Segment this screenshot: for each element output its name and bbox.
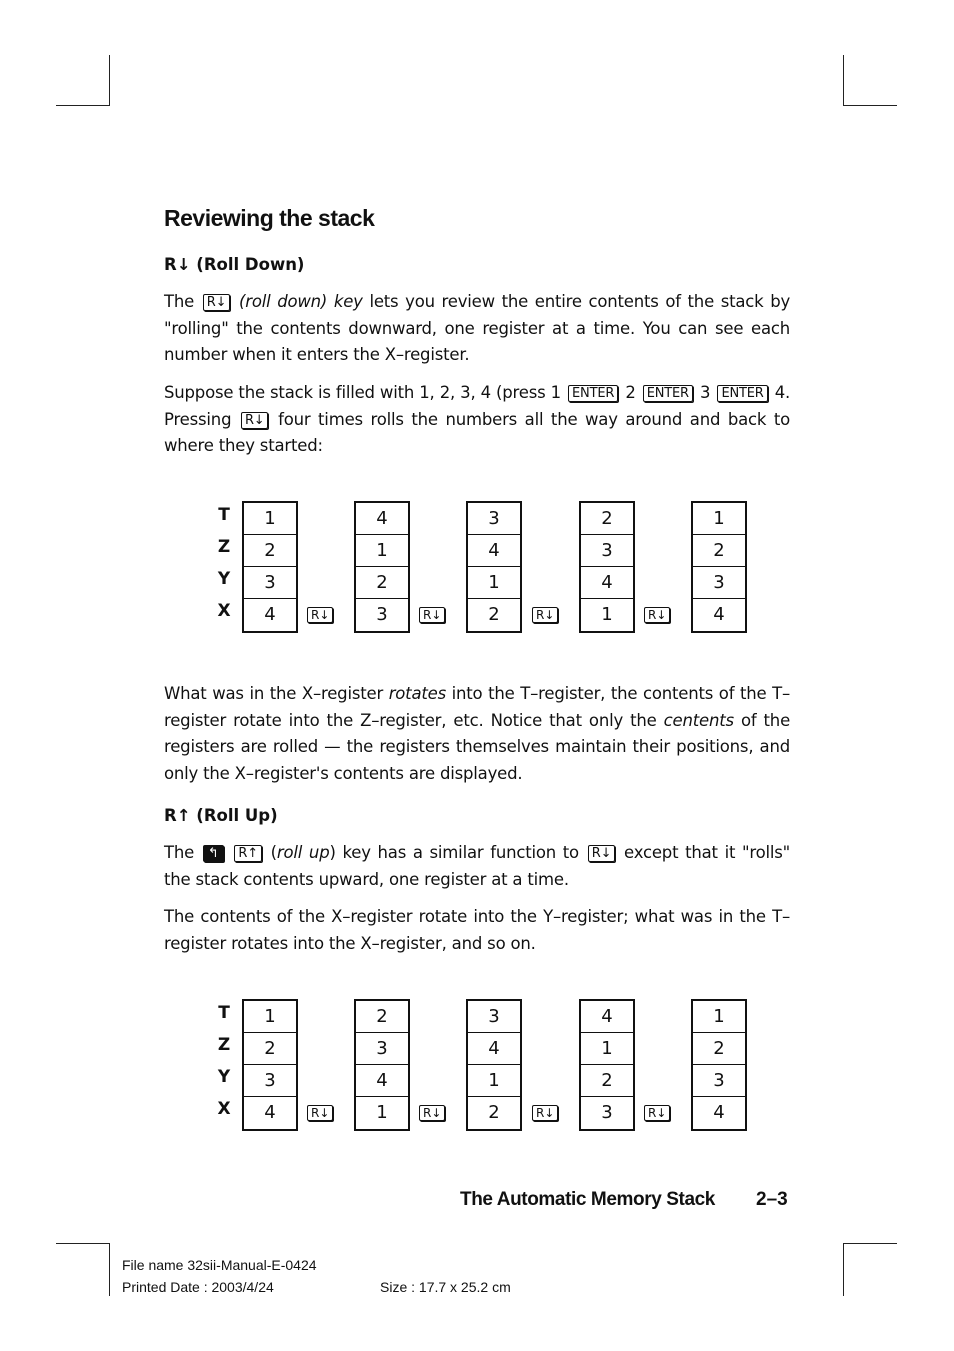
- register-cell: 3: [693, 567, 745, 599]
- roll-down-key-icon: R↓: [419, 607, 445, 623]
- register-cell: 1: [693, 1001, 745, 1033]
- roll-down-key-icon: R↓: [419, 1105, 445, 1121]
- roll-up-heading: R↑ (Roll Up): [164, 806, 278, 825]
- crop-mark: [843, 105, 897, 106]
- roll-down-key-icon: R↓: [588, 845, 616, 862]
- register-cell: 2: [356, 567, 408, 599]
- register-cell: 3: [356, 1033, 408, 1065]
- footer-chapter-title: The Automatic Memory Stack: [460, 1189, 715, 1210]
- roll-up-key-icon: R↑: [234, 845, 262, 862]
- text: ) key has a similar function to: [329, 843, 579, 862]
- register-cell: 3: [581, 535, 633, 567]
- register-cell: 2: [244, 535, 296, 567]
- register-label-t: T: [218, 505, 230, 525]
- stack-column: [242, 999, 298, 1131]
- stack-column: [354, 999, 410, 1131]
- register-cell: 4: [264, 1102, 276, 1123]
- footer-page-number: 2–3: [756, 1189, 788, 1210]
- crop-mark: [56, 105, 110, 106]
- roll-down-key-icon: R↓: [532, 607, 558, 623]
- register-label-y: Y: [217, 569, 231, 589]
- register-cell: 4: [713, 604, 725, 625]
- register-cell: 3: [244, 567, 296, 599]
- register-cell: 1: [601, 604, 613, 625]
- roll-up-paragraph-1: [164, 840, 790, 893]
- register-cell: 2: [488, 604, 500, 625]
- roll-down-key-icon: R↓: [644, 1105, 670, 1121]
- register-label-x: X: [217, 1099, 231, 1119]
- register-cell: 4: [581, 567, 633, 599]
- register-label-t: T: [218, 1003, 230, 1023]
- text: lets you review the entire contents of the stack by "rolling" the contents downward, one register at a time. You can see each number when it enters the X–register.: [164, 292, 791, 364]
- stack-column: [579, 501, 635, 633]
- text: 3: [700, 383, 711, 402]
- register-cell: 4: [713, 1102, 725, 1123]
- register-cell: 4: [356, 503, 408, 535]
- text: 2: [625, 383, 636, 402]
- crop-mark: [109, 1243, 110, 1296]
- register-cell: 3: [468, 1001, 520, 1033]
- stack-column: [354, 501, 410, 633]
- roll-down-key-icon: R↓: [532, 1105, 558, 1121]
- roll-down-stack-figure: [0, 501, 954, 633]
- shift-key-icon: ↰: [203, 845, 224, 862]
- stack-column: [691, 501, 747, 633]
- crop-mark: [843, 1243, 844, 1296]
- stack-column: [466, 999, 522, 1131]
- register-cell: 1: [376, 1102, 388, 1123]
- register-cell: 4: [581, 1001, 633, 1033]
- register-cell: 4: [356, 1065, 408, 1097]
- enter-key-icon: ENTER: [568, 385, 618, 402]
- register-cell: 1: [468, 567, 520, 599]
- roll-down-key-icon: R↓: [203, 294, 231, 311]
- roll-up-stack-figure: [0, 999, 954, 1131]
- register-label-z: Z: [217, 1035, 231, 1055]
- crop-mark: [56, 1243, 110, 1244]
- text: (: [270, 843, 277, 862]
- page-size: Size : 17.7 x 25.2 cm: [380, 1279, 511, 1295]
- text: except that it "rolls" the stack contents upward, one register at a time.: [164, 843, 791, 889]
- register-cell: 3: [693, 1065, 745, 1097]
- text: into the T–register, the contents of the T–register rotate into the Z–register, etc. Notice that only the: [164, 684, 791, 730]
- stack-column: [242, 501, 298, 633]
- register-cell: 1: [581, 1033, 633, 1065]
- roll-up-paragraph-2: The contents of the X–register rotate into the Y–register; what was in the T–register rotates into the X–register, and so on.: [164, 907, 790, 953]
- register-cell: 4: [468, 535, 520, 567]
- register-cell: 1: [468, 1065, 520, 1097]
- register-label-x: X: [217, 601, 231, 621]
- stack-column: [579, 999, 635, 1131]
- roll-down-key-icon: R↓: [307, 607, 333, 623]
- text: The: [164, 843, 195, 862]
- text-italic: roll up: [276, 843, 330, 862]
- register-cell: 2: [693, 1033, 745, 1065]
- text: of the registers are rolled — the registers themselves maintain their positions, and only the X–register's contents are displayed.: [164, 710, 791, 783]
- text: 4. Pressing: [164, 383, 791, 429]
- register-cell: 2: [488, 1102, 500, 1123]
- register-label-z: Z: [217, 537, 231, 557]
- section-title: Reviewing the stack: [164, 205, 375, 231]
- register-cell: 2: [244, 1033, 296, 1065]
- register-cell: 3: [244, 1065, 296, 1097]
- register-cell: 2: [356, 1001, 408, 1033]
- register-label-y: Y: [217, 1067, 231, 1087]
- roll-down-key-icon: R↓: [307, 1105, 333, 1121]
- stack-column: [466, 501, 522, 633]
- roll-down-paragraph-3: [164, 681, 790, 787]
- register-cell: 3: [601, 1102, 613, 1123]
- register-cell: 3: [468, 503, 520, 535]
- enter-key-icon: ENTER: [643, 385, 693, 402]
- text-italic: rotates: [388, 684, 446, 703]
- roll-down-paragraph-2: [164, 380, 790, 460]
- register-cell: 2: [581, 1065, 633, 1097]
- register-cell: 2: [693, 535, 745, 567]
- register-cell: 1: [244, 1001, 296, 1033]
- crop-mark: [843, 1243, 897, 1244]
- text: The: [164, 292, 195, 311]
- crop-mark: [843, 55, 844, 106]
- register-cell: 1: [693, 503, 745, 535]
- enter-key-icon: ENTER: [717, 385, 767, 402]
- text: Suppose the stack is filled with 1, 2, 3, 4 (press 1: [164, 383, 561, 402]
- printed-date: Printed Date : 2003/4/24: [122, 1279, 274, 1295]
- stack-column: [691, 999, 747, 1131]
- crop-mark: [109, 55, 110, 106]
- register-cell: 4: [264, 604, 276, 625]
- register-cell: 3: [376, 604, 388, 625]
- register-cell: 2: [581, 503, 633, 535]
- register-cell: 1: [244, 503, 296, 535]
- text: four times rolls the numbers all the way around and back to where they started:: [164, 409, 791, 455]
- roll-down-paragraph-1: [164, 289, 790, 369]
- roll-down-heading: R↓ (Roll Down): [164, 255, 305, 274]
- register-cell: 1: [356, 535, 408, 567]
- register-cell: 4: [468, 1033, 520, 1065]
- roll-down-key-icon: R↓: [644, 607, 670, 623]
- roll-down-key-icon: R↓: [241, 412, 269, 429]
- file-name: File name 32sii-Manual-E-0424: [122, 1257, 317, 1273]
- text-italic: (roll down) key: [239, 292, 363, 311]
- text-italic: centents: [663, 710, 734, 730]
- text: What was in the X–register: [164, 684, 384, 703]
